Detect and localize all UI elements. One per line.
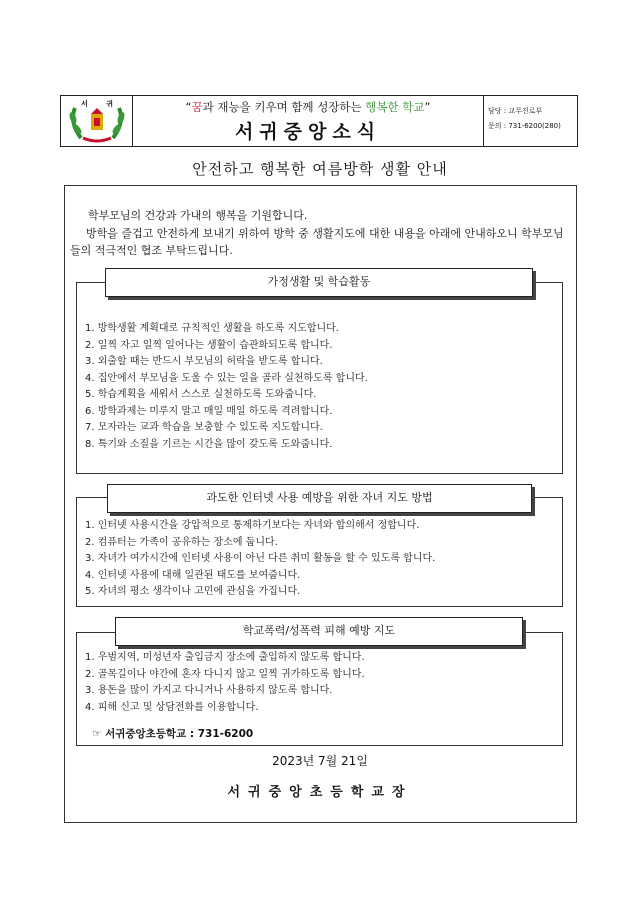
principal-signature: 서귀중앙초등학교장 [227,785,413,800]
section-list [85,321,368,453]
list-item: 7. 모자라는 교과 학습을 보충할 수 있도록 지도합니다. [85,422,323,433]
list-item: 3. 외출할 때는 반드시 부모님의 허락을 받도록 합니다. [85,356,323,367]
contact-phone: 문의 : 731-6200(280) [488,122,561,130]
list-item: 6. 방학과제는 미루지 말고 매일 매일 하도록 격려합니다. [85,405,333,417]
contact-info [484,96,577,146]
list-item: 3. 용돈을 많이 가지고 다니거나 사용하지 않도록 합니다. [85,685,333,696]
section-list [85,650,365,716]
list-item: 4. 피해 신고 및 상담전화를 이용합니다. [85,701,259,713]
school-slogan: “꿈과 재능을 키우며 함께 성장하는 행복한 학교” [185,100,431,114]
list-item: 8. 특기와 소질을 기르는 시간을 많이 갖도록 도와줍니다. [85,438,333,450]
list-item: 2. 골목길이나 야간에 혼자 다니지 않고 일찍 귀가하도록 합니다. [85,668,365,680]
list-item: 4. 집안에서 부모님을 도울 수 있는 일을 골라 실천하도록 합니다. [85,372,368,384]
header-center [133,96,484,146]
section-title: 학교폭력/성폭력 피해 예방 지도 [115,617,523,646]
logo-school-name: 서 귀 [81,100,121,108]
document-date: 2023년 7월 21일 [272,754,368,768]
list-item: 5. 자녀의 평소 생각이나 고민에 관심을 가집니다. [85,586,301,597]
list-item: 4. 인터넷 사용에 대해 일관된 태도를 보여줍니다. [85,569,301,581]
greeting: 학부모님의 건강과 가내의 행복을 기원합니다. [88,209,308,222]
list-item: 2. 일찍 자고 일찍 일어나는 생활이 습관화되도록 합니다. [85,339,333,351]
school-phone-note: ☞ 서귀중앙초등학교 : 731-6200 [92,728,254,740]
section-title: 가정생활 및 학습활동 [105,268,533,297]
list-item: 1. 방학생활 계획대로 규칙적인 생활을 하도록 지도합니다. [85,323,339,334]
section-title: 과도한 인터넷 사용 예방을 위한 자녀 지도 방법 [107,484,532,513]
document-title: 안전하고 행복한 여름방학 생활 안내 [192,160,448,178]
newsletter-header [60,95,578,147]
newsletter-title: 서귀중앙소식 [234,121,382,143]
intro-paragraph: 방학을 즐겁고 안전하게 보내기 위하여 방학 중 생활지도에 대한 내용을 아래에 안내하오니 학부모님들의 적극적인 협조 부탁드립니다. [70,227,564,257]
list-item: 1. 우범지역, 미성년자 출입금지 장소에 출입하지 않도록 합니다. [85,652,365,663]
list-item: 2. 컴퓨터는 가족이 공유하는 장소에 둡니다. [85,536,278,548]
school-logo [61,96,133,146]
contact-person: 담당 : 교무진로부 [488,107,543,115]
section-list [85,518,435,601]
list-item: 1. 인터넷 사용시간을 강압적으로 통제하기보다는 자녀와 합의해서 정합니다. [85,520,420,531]
list-item: 5. 학습계획을 세워서 스스로 실천하도록 도와줍니다. [85,389,317,400]
list-item: 3. 자녀가 여가시간에 인터넷 사용이 아닌 다른 취미 활동을 할 수 있도록 합니다. [85,553,436,564]
